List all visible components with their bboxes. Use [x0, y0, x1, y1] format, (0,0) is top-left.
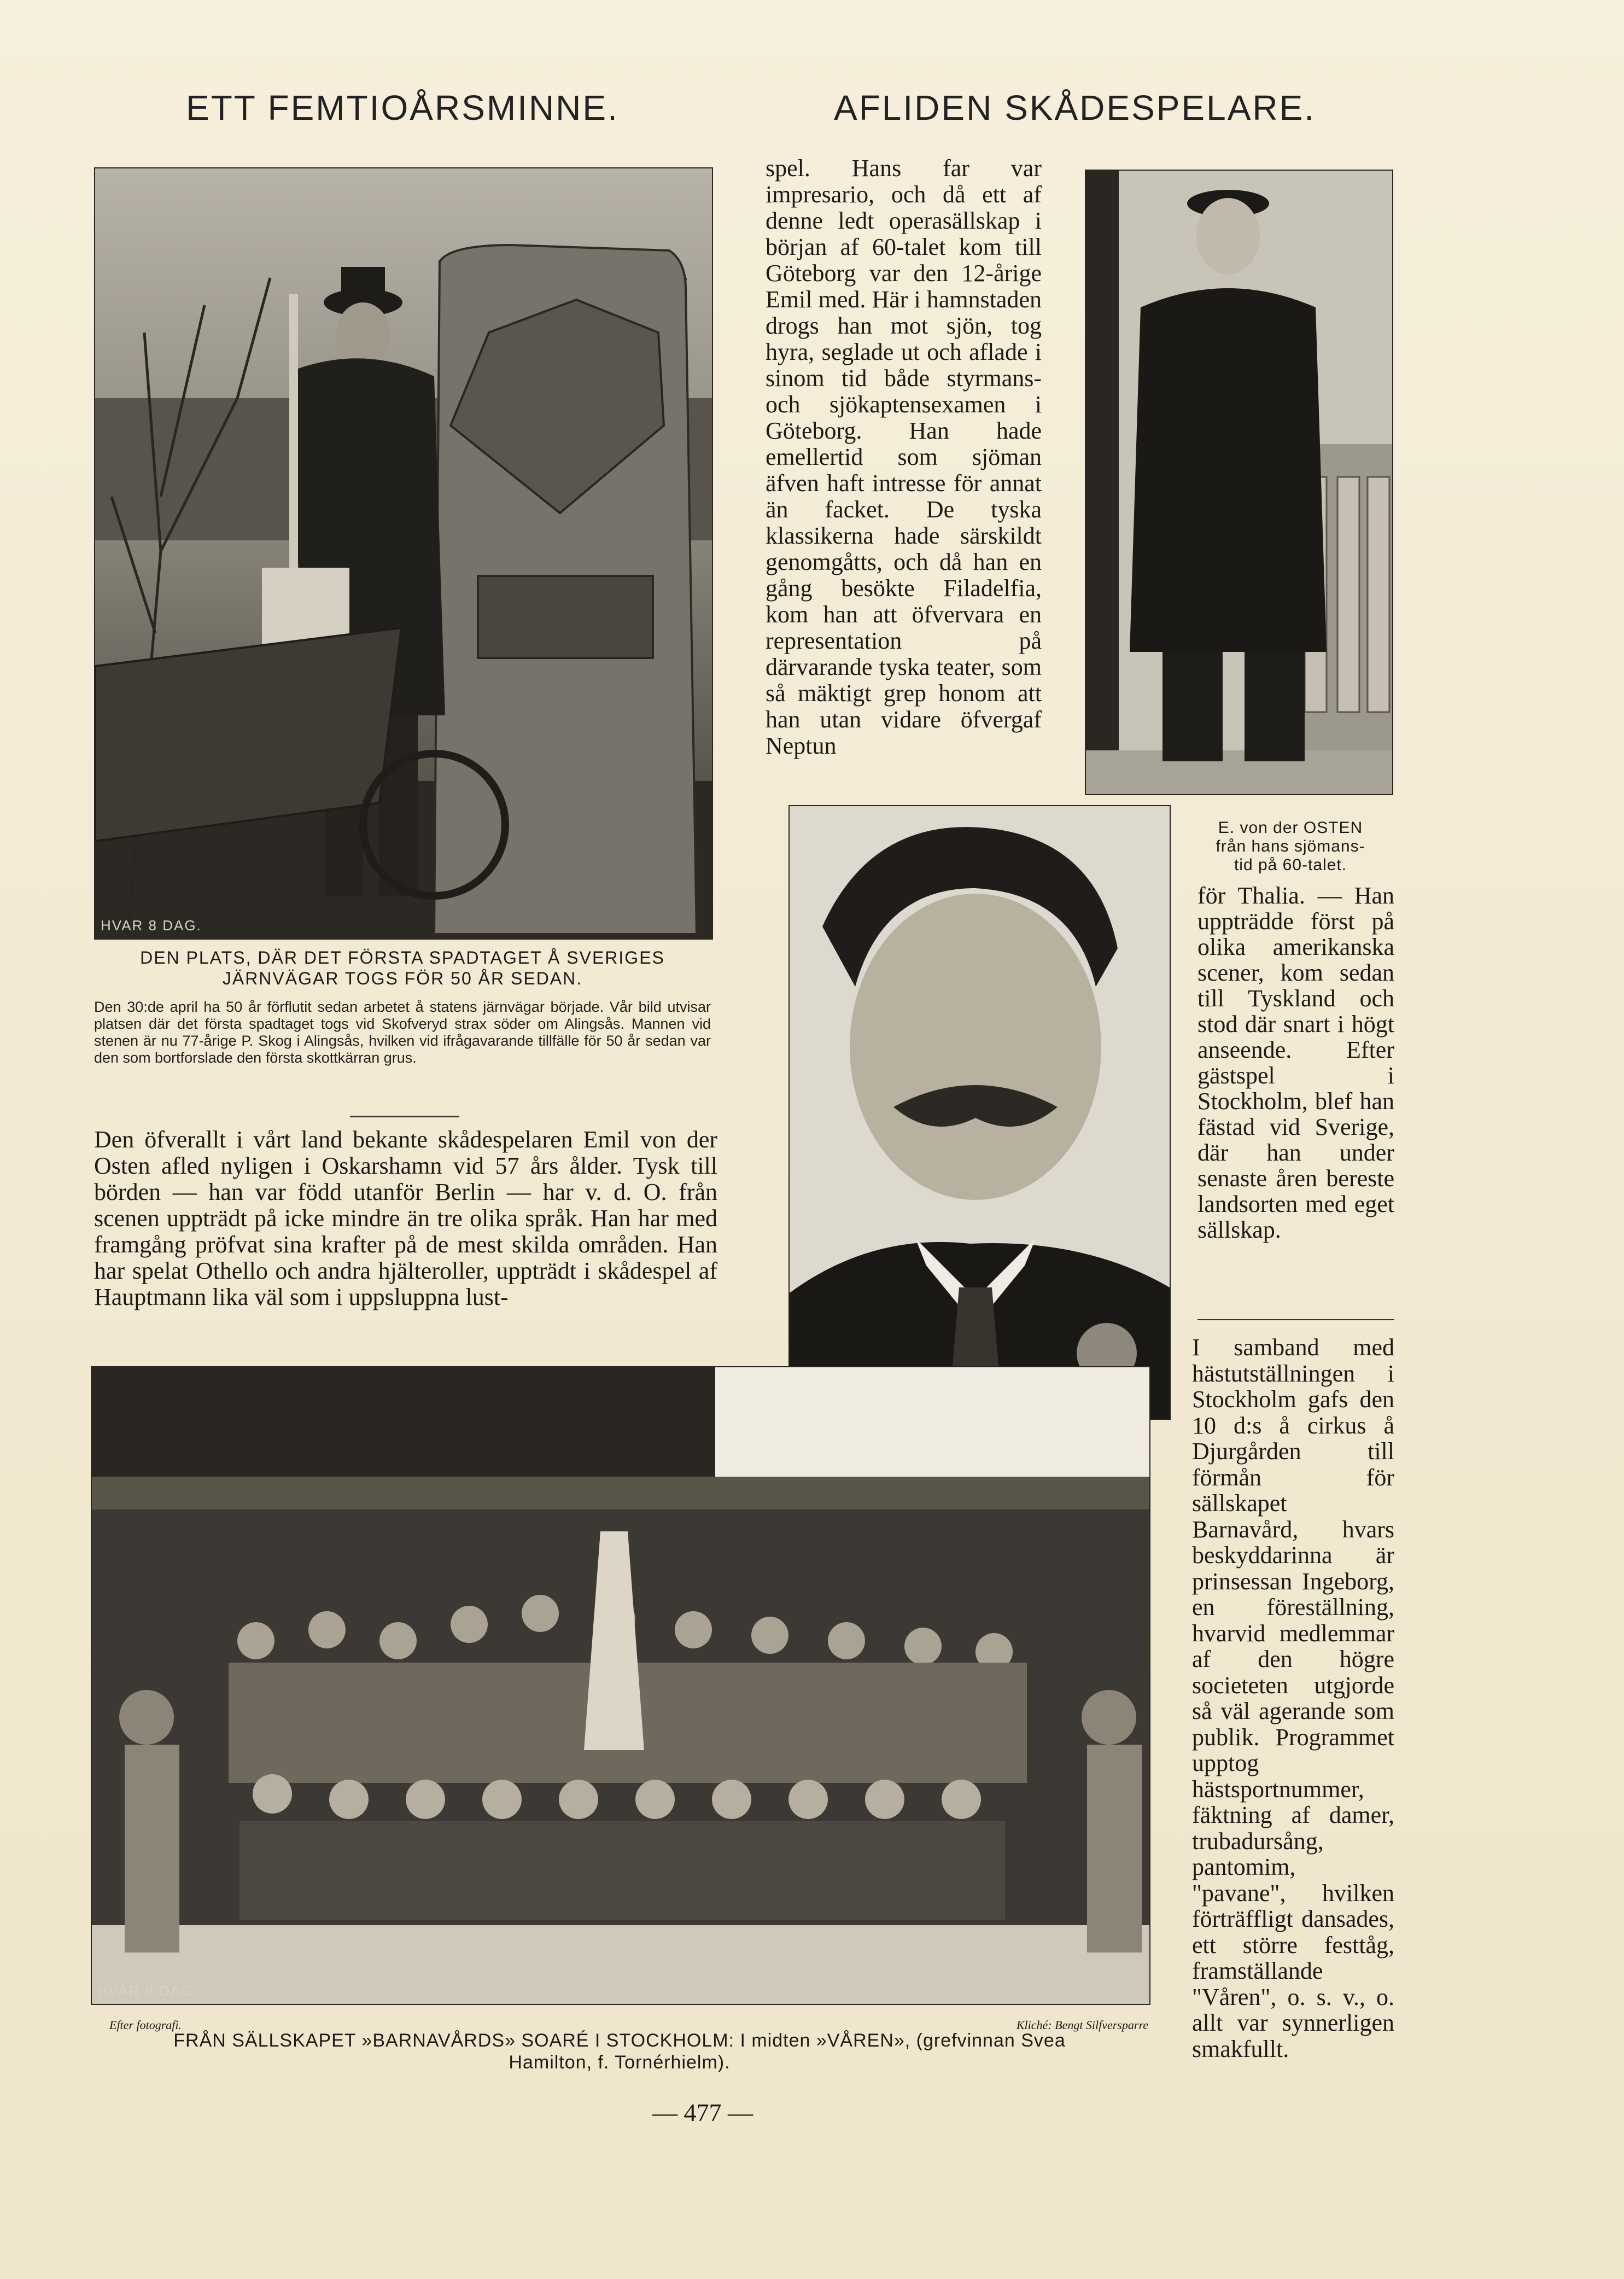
- article-right: för Thalia. — Han uppträdde först på olika amerikanska scener, kom sedan till Tyskland och stod där snart i högt anseende. Efter gästspel i Stockholm, blef han fästad vid Sverige, där han under senaste åren bereste landsorten med eget sällskap.: [1197, 882, 1394, 1243]
- article-intro: Den öfverallt i vårt land bekante skådespelaren Emil von der Osten afled nyligen i Oskarshamn vid 57 års ålder. Tysk till börden — han var född utanför Berlin — har v. d. O. från scenen uppträdt på icke mindre än tre olika språk. Han har med framgång pröfvat sina krafter på de mest skilda områden. Han har spelat Othello och andra hjälteroller, uppträdt i skådespel af Hauptmann lika väl som i uppsluppna lust-: [94, 1126, 717, 1310]
- sailor-caption-line1: E. von der OSTEN: [1218, 819, 1363, 837]
- divider-right: [1197, 1319, 1394, 1320]
- divider: [350, 1116, 459, 1117]
- monument-caption-title: DEN PLATS, DÄR DET FÖRSTA SPADTAGET Å SVERIGES JÄRNVÄGAR TOGS FÖR 50 ÅR SEDAN.: [140, 948, 665, 988]
- group-caption-line2: Hamilton, f. Tornérhielm).: [509, 2052, 731, 2073]
- barnavard-article: I samband med hästutställningen i Stockholm gafs den 10 d:s å cirkus å Djurgården till förmån för sällskapet Barnavård, hvars beskyddarinna är prinsessan Ingeborg, en föreställning, hvarvid medlemmar af den högre societeten utgjorde så väl agerande som publik. Programmet upptog hästsportnummer, fäktning af damer, trubadursång, pantomim, "pavane", hvilken förträffligt dansades, ett större festtåg, framställande "Våren", o. s. v., o. allt var synnerligen smakfullt.: [1192, 1334, 1394, 2062]
- group-photo: [91, 1366, 1150, 2005]
- cliche-note: Kliché: Bengt Silfversparre: [1016, 2018, 1148, 2032]
- sailor-caption-line3: tid på 60-talet.: [1234, 856, 1347, 874]
- sailor-caption-line2: från hans sjömans-: [1216, 837, 1365, 855]
- page-number: — 477 —: [652, 2099, 753, 2126]
- photo-note: Efter fotografi.: [109, 2018, 182, 2032]
- header-left: ETT FEMTIOÅRSMINNE.: [186, 88, 619, 127]
- monument-photo-credit: HVAR 8 DAG.: [101, 917, 202, 934]
- sailor-photo: [1085, 170, 1393, 795]
- header-right: AFLIDEN SKÅDESPELARE.: [834, 88, 1316, 127]
- portrait-photo: [788, 805, 1171, 1420]
- monument-photo: [94, 167, 713, 940]
- group-photo-credit: HVAR 8 DAG.: [97, 1983, 198, 1999]
- monument-caption-body: Den 30:de april ha 50 år förflutit sedan arbetet å statens järnvägar började. Vår bild utvisar platsen där det första spadtaget togs vid Skofveryd strax söder om Alingsås. Mannen vid stenen är nu 77-årige P. Skog i Alingsås, hvilken vid ifrågavarande tillfälle för 50 år sedan var den som bortforslade den första skottkärran grus.: [94, 999, 711, 1066]
- article-middle: spel. Hans far var impresario, och då ett af denne ledt operasällskap i början af 60-talet kom till Göteborg var den 12-årige Emil med. Här i hamnstaden drogs han mot sjön, tog hyra, seglade ut och aflade i sinom tid både styrmans- och sjökaptensexamen i Göteborg. Han hade emellertid som sjöman äfven haft intresse för annat än facket. De tyska klassikerna hade särskildt genomgåtts, och då han en gång besökte Filadelfia, kom han att öfvervara en representation på därvarande tyska teater, som så mäktigt grep honom att han utan vidare öfvergaf Neptun: [766, 155, 1042, 759]
- group-caption-line1: FRÅN SÄLLSKAPET »BARNAVÅRDS» SOARÉ I STOCKHOLM: I midten »VÅREN», (grefvinnan Svea: [173, 2030, 1066, 2051]
